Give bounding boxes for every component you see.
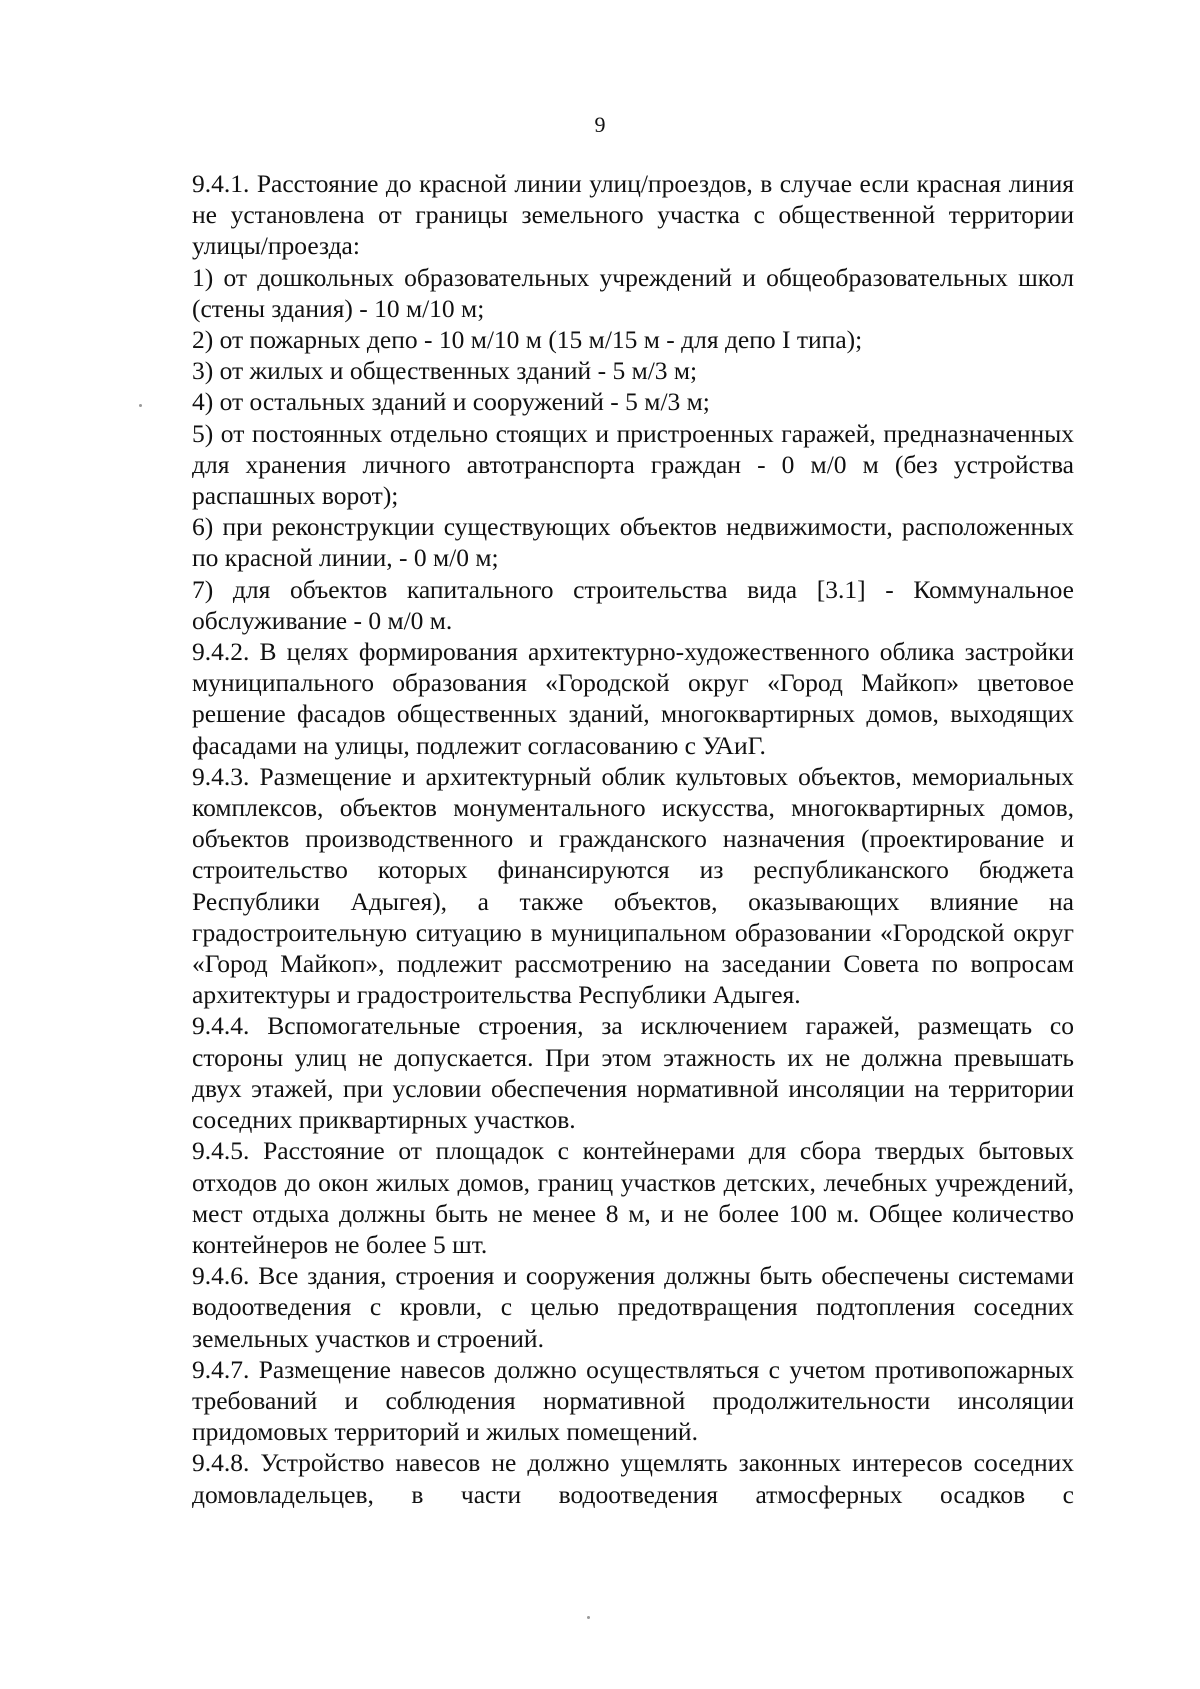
paragraph-9-4-6: 9.4.6. Все здания, строения и сооружения должны быть обеспечены системами водоотведения с кровли, с целью предотвращения подтопления соседних земельных участков и строений.	[192, 1261, 1074, 1353]
list-item-1: 1) от дошкольных образовательных учреждений и общеобразовательных школ (стены здания) - 10 м/10 м;	[192, 262, 1074, 323]
paragraph-9-4-2: 9.4.2. В целях формирования архитектурно-художественного облика застройки муниципального образования «Городской округ «Город Майкоп» цветовое решение фасадов общественных зданий, многоквартирных домов, выходящих фасадами на улицы, подлежит согласованию с УАиГ.	[192, 637, 1074, 760]
list-item-3: 3) от жилых и общественных зданий - 5 м/3 м;	[192, 356, 698, 386]
list-item-6: 6) при реконструкции существующих объектов недвижимости, расположенных по красной линии, - 0 м/0 м;	[192, 512, 1074, 573]
list-item-2: 2) от пожарных депо - 10 м/10 м (15 м/15 м - для депо I типа);	[192, 325, 863, 355]
list-item-5: 5) от постоянных отдельно стоящих и пристроенных гаражей, предназначенных для хранения личного автотранспорта граждан - 0 м/0 м (без устройства распашных ворот);	[192, 418, 1074, 511]
paragraph-9-4-4: 9.4.4. Вспомогательные строения, за исключением гаражей, размещать со стороны улиц не допускается. При этом этажность их не должна превышать двух этажей, при условии обеспечения нормативной инсоляции на территории соседних приквартирных участков.	[192, 1011, 1074, 1135]
paragraph-9-4-3: 9.4.3. Размещение и архитектурный облик культовых объектов, мемориальных комплексов, объектов монументального искусства, многоквартирных домов, объектов производственного и гражданского назначения (проектирование и строительство которых финансируются из республиканского бюджета Республики Адыгея), а также объектов, оказывающих влияние на градостроительную ситуацию в муниципальном образовании «Городской округ «Город Майкоп», подлежит рассмотрению на заседании Совета по вопросам архитектуры и градостроительства Республики Адыгея.	[192, 761, 1074, 1010]
list-item-4: 4) от остальных зданий и сооружений - 5 м/3 м;	[192, 387, 710, 417]
document-body	[192, 168, 1074, 1510]
list-item-7: 7) для объектов капитального строительства вида [3.1] - Коммунальное обслуживание - 0 м/0 м.	[192, 574, 1074, 635]
scan-speck	[139, 404, 142, 407]
paragraph-9-4-7: 9.4.7. Размещение навесов должно осуществляться с учетом противопожарных требований и соблюдения нормативной продолжительности инсоляции придомовых территорий и жилых помещений.	[192, 1354, 1074, 1447]
paragraph-9-4-5: 9.4.5. Расстояние от площадок с контейнерами для сбора твердых бытовых отходов до окон жилых домов, границ участков детских, лечебных учреждений, мест отдыха должны быть не менее 8 м, и не более 100 м. Общее количество контейнеров не более 5 шт.	[192, 1136, 1074, 1259]
paragraph-9-4-8: 9.4.8. Устройство навесов не должно ущемлять законных интересов соседних домовладельцев, в части водоотведения атмосферных осадков с	[192, 1448, 1074, 1509]
paragraph-9-4-1: 9.4.1. Расстояние до красной линии улиц/проездов, в случае если красная линия не установлена от границы земельного участка с общественной территории улицы/проезда:	[192, 169, 1074, 261]
scan-speck	[587, 1616, 590, 1619]
page-number: 9	[594, 112, 606, 137]
